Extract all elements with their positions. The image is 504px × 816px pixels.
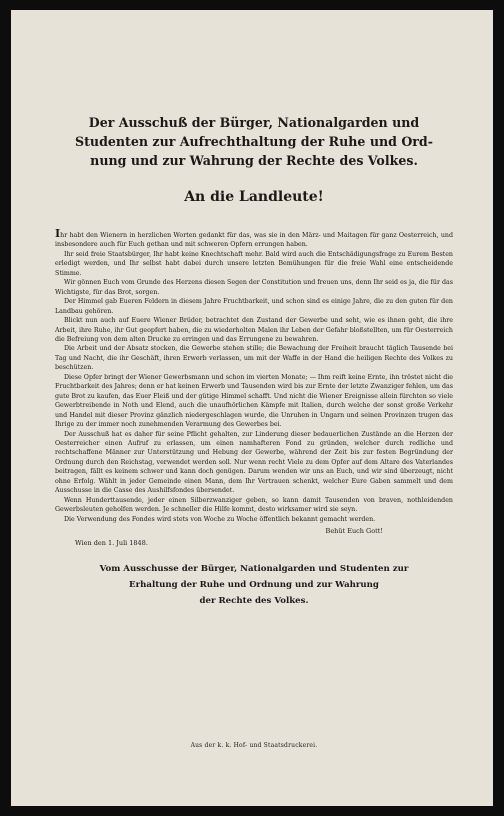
body-paragraph: Die Verwendung des Fondes wird stets von Woche zu Woche öffentlich bekannt gemacht werden. [64,515,376,523]
signature-line: der Rechte des Volkes. [199,596,309,607]
document-page [55,10,453,749]
document-sheet [11,10,493,806]
heading-line: nung und zur Wahrung der Rechte des Volkes. [90,153,418,168]
document-body [55,229,453,524]
body-paragraph: Wenn Hunderttausende, jeder einen Silberzwanziger geben, so kann damit Tausenden von braven, nothleidenden Gewerbsleuten geholfen werden. Je schneller die Hilfe kommt, desto wirksamer wird sie seyn. [55,496,453,514]
document-subtitle: An die Landleute! [184,189,324,205]
document-heading [55,113,453,170]
heading-line: Der Ausschuß der Bürger, Nationalgarden und [88,115,420,130]
signature-line: Erhaltung der Ruhe und Ordnung und zur Wahrung [129,580,379,591]
heading-line: Studenten zur Aufrechthaltung der Ruhe und Ord- [75,134,433,149]
body-paragraph: Die Arbeit und der Absatz stocken, die Gewerbe stehen stille; die Bewachung der Freiheit braucht täglich Tausende bei Tag und Nacht, die ihr Geschäft, ihren Erwerb verlassen, um mit der Waffe in der Hand die heiligen Rechte des Volkes zu beschützen. [55,345,453,372]
body-paragraph: Der Himmel gab Eueren Feldern in diesem Jahre Fruchtbarkeit, und schon sind es einige Jahre, die zu den guten für den Landbau gehören. [55,298,453,315]
printer-imprint: Aus der k. k. Hof- und Staatsdruckerei. [190,742,318,749]
closing-blessing: Behüt Euch Gott! [325,527,383,536]
document-date: Wien den 1. Juli 1848. [75,539,148,548]
body-paragraph: Der Ausschuß hat es daher für seine Pflicht gehalten, zur Linderung dieser bedauerlichen Zustände an die Herzen der Oesterreicher einen Aufruf zu erlassen, um einen namhafteren Fond zu gründen, welcher durch redliche und rechtschaffene Männer zur Unterstützung und Hebung der Gewerbe, während der Zeit bis zur festen Begründung der Ordnung durch den Reichstag, verwendet werden soll. Nur wenn recht Viele zu dem Opfer auf dem Altare des Vaterlandes beitragen, fällt es keinem schwer und kann doch genügen. Darum wenden wir uns an Euch, und wir sind überzeugt, nicht ohne Erfolg. Wählt in jeder Gemeinde einen Mann, dem Ihr Vertrauen schenkt, welcher Eure Gaben sammelt und dem Ausschusse in die Casse des Aushilfsfondes übersendet. [55,430,453,495]
body-paragraph: Blickt nun auch auf Euere Wiener Brüder, betrachtet den Zustand der Gewerbe und seht, wie es ihnen geht, die ihre Arbeit, ihre Ruhe, ihr Gut geopfert haben, die zu wiederholten Malen ihr Leben der Gefahr bloßstellten, um für Oesterreich die Befreiung von dem alten Drucke zu erringen und das Errungene zu bewahren. [55,317,453,343]
body-paragraph: Ihr seid freie Staatsbürger, Ihr habt keine Knechtschaft mehr. Bald wird auch die Entschädigungsfrage zu Eurem Besten erledigt werden, und Ihr selbst habt dabei durch unsere letzten Bemühungen für die freie Wahl eine entscheidende Stimme. [55,250,453,277]
signature-line: Vom Ausschusse der Bürger, Nationalgarden und Studenten zur [99,564,409,575]
body-paragraph: Diese Opfer bringt der Wiener Gewerbsmann und schon im vierten Monate; — Ihm reift keine Ernte, ihn tröstet nicht die Fruchtbarkeit des Jahres; denn er hat keinen Erwerb und Tausenden wird bis zur Ernte der letzte Zwanziger fehlen, um das gute Brot zu kaufen, das Euer Fleiß und der gütige Himmel schafft. Und nicht die Wiener Ereignisse allein fürchten so viele Gewerbtreibende in Noth und Elend, auch die unaufhörlichen Kämpfe mit Italien, durch welche der sonst große Verkehr und Handel mit dieser Provinz gänzlich niedergeschlagen wurde, die Unruhen in Ungarn und seinen Provinzen trugen das Ihrige zu der immer noch zunehmenden Verarmung des Gewerbes bei. [55,373,453,429]
body-paragraph: Ihr habt den Wienern in herzlichen Worten gedankt für das, was sie in den März- und Maitagen für ganz Oesterreich, und insbesondere auch für Euch gethan und mit schweren Opfern errungen haben. [55,227,453,249]
committee-signature [55,561,453,609]
body-paragraph: Wir gönnen Euch vom Grunde des Herzens diesen Segen der Constitution und freuen uns, denn Ihr seid es ja, die für das Wichtigste, für das Brot, sorgen. [55,279,453,296]
